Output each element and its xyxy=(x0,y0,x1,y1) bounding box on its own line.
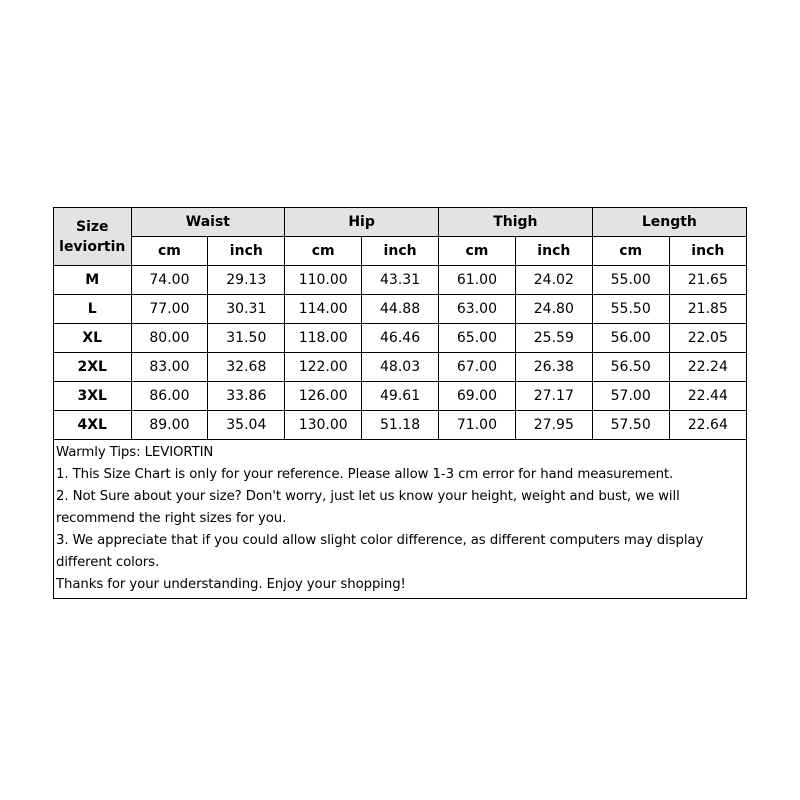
measurement-cell: 83.00 xyxy=(131,353,208,382)
measurement-cell: 65.00 xyxy=(439,324,516,353)
measurement-cell: 26.38 xyxy=(515,353,592,382)
measurement-cell: 43.31 xyxy=(362,266,439,295)
measurement-cell: 55.00 xyxy=(592,266,669,295)
measurement-cell: 114.00 xyxy=(285,295,362,324)
measurement-cell: 118.00 xyxy=(285,324,362,353)
group-header-thigh: Thigh xyxy=(439,208,593,237)
table-row xyxy=(54,266,746,295)
measurement-cell: 24.02 xyxy=(515,266,592,295)
group-header-row xyxy=(54,208,746,237)
measurement-cell: 31.50 xyxy=(208,324,285,353)
size-cell: L xyxy=(54,295,131,324)
unit-header-inch: inch xyxy=(669,237,746,266)
measurement-cell: 56.50 xyxy=(592,353,669,382)
unit-header-inch: inch xyxy=(362,237,439,266)
group-header-hip: Hip xyxy=(285,208,439,237)
table-row xyxy=(54,411,746,440)
measurement-cell: 122.00 xyxy=(285,353,362,382)
measurement-cell: 67.00 xyxy=(439,353,516,382)
measurement-cell: 51.18 xyxy=(362,411,439,440)
table-row xyxy=(54,295,746,324)
size-header-line: Size xyxy=(75,218,109,235)
group-header-waist: Waist xyxy=(131,208,285,237)
size-rows xyxy=(54,266,746,440)
measurement-cell: 22.44 xyxy=(669,382,746,411)
measurement-cell: 35.04 xyxy=(208,411,285,440)
measurement-cell: 27.17 xyxy=(515,382,592,411)
measurement-cell: 29.13 xyxy=(208,266,285,295)
tip-line: 1. This Size Chart is only for your reference. Please allow 1-3 cm error for hand measurement. xyxy=(56,467,674,482)
table-row xyxy=(54,382,746,411)
tips-section xyxy=(54,440,746,598)
measurement-cell: 24.80 xyxy=(515,295,592,324)
measurement-cell: 55.50 xyxy=(592,295,669,324)
measurement-cell: 80.00 xyxy=(131,324,208,353)
table-row xyxy=(54,324,746,353)
measurement-cell: 49.61 xyxy=(362,382,439,411)
size-cell: 4XL xyxy=(54,411,131,440)
measurement-cell: 48.03 xyxy=(362,353,439,382)
size-table xyxy=(54,208,746,440)
group-header-length: Length xyxy=(592,208,746,237)
size-header-line: leviortin xyxy=(59,238,126,255)
size-column-header xyxy=(54,208,131,266)
measurement-cell: 25.59 xyxy=(515,324,592,353)
unit-header-cm: cm xyxy=(131,237,208,266)
measurement-cell: 69.00 xyxy=(439,382,516,411)
measurement-cell: 33.86 xyxy=(208,382,285,411)
measurement-cell: 27.95 xyxy=(515,411,592,440)
unit-header-inch: inch xyxy=(515,237,592,266)
measurement-cell: 61.00 xyxy=(439,266,516,295)
measurement-cell: 56.00 xyxy=(592,324,669,353)
measurement-cell: 130.00 xyxy=(285,411,362,440)
measurement-cell: 63.00 xyxy=(439,295,516,324)
measurement-cell: 44.88 xyxy=(362,295,439,324)
size-cell: 3XL xyxy=(54,382,131,411)
measurement-cell: 57.50 xyxy=(592,411,669,440)
size-cell: M xyxy=(54,266,131,295)
measurement-cell: 71.00 xyxy=(439,411,516,440)
measurement-cell: 77.00 xyxy=(131,295,208,324)
size-cell: XL xyxy=(54,324,131,353)
tips-heading: Warmly Tips: LEVIORTIN xyxy=(56,445,214,460)
unit-header-cm: cm xyxy=(285,237,362,266)
unit-header-inch: inch xyxy=(208,237,285,266)
size-chart xyxy=(53,207,747,599)
measurement-cell: 32.68 xyxy=(208,353,285,382)
unit-header-cm: cm xyxy=(439,237,516,266)
measurement-cell: 86.00 xyxy=(131,382,208,411)
unit-header-cm: cm xyxy=(592,237,669,266)
measurement-cell: 126.00 xyxy=(285,382,362,411)
tip-line: Thanks for your understanding. Enjoy your shopping! xyxy=(56,577,406,592)
measurement-cell: 74.00 xyxy=(131,266,208,295)
measurement-cell: 21.65 xyxy=(669,266,746,295)
size-cell: 2XL xyxy=(54,353,131,382)
measurement-cell: 22.24 xyxy=(669,353,746,382)
unit-header-row xyxy=(54,237,746,266)
measurement-cell: 110.00 xyxy=(285,266,362,295)
measurement-cell: 30.31 xyxy=(208,295,285,324)
table-row xyxy=(54,353,746,382)
measurement-cell: 57.00 xyxy=(592,382,669,411)
measurement-cell: 46.46 xyxy=(362,324,439,353)
measurement-cell: 89.00 xyxy=(131,411,208,440)
tip-line: 3. We appreciate that if you could allow slight color difference, as different computers may display different colors. xyxy=(56,533,704,570)
measurement-cell: 22.64 xyxy=(669,411,746,440)
tip-line: 2. Not Sure about your size? Don't worry, just let us know your height, weight and bust, we will recommend the right sizes for you. xyxy=(56,489,680,526)
measurement-cell: 21.85 xyxy=(669,295,746,324)
measurement-cell: 22.05 xyxy=(669,324,746,353)
